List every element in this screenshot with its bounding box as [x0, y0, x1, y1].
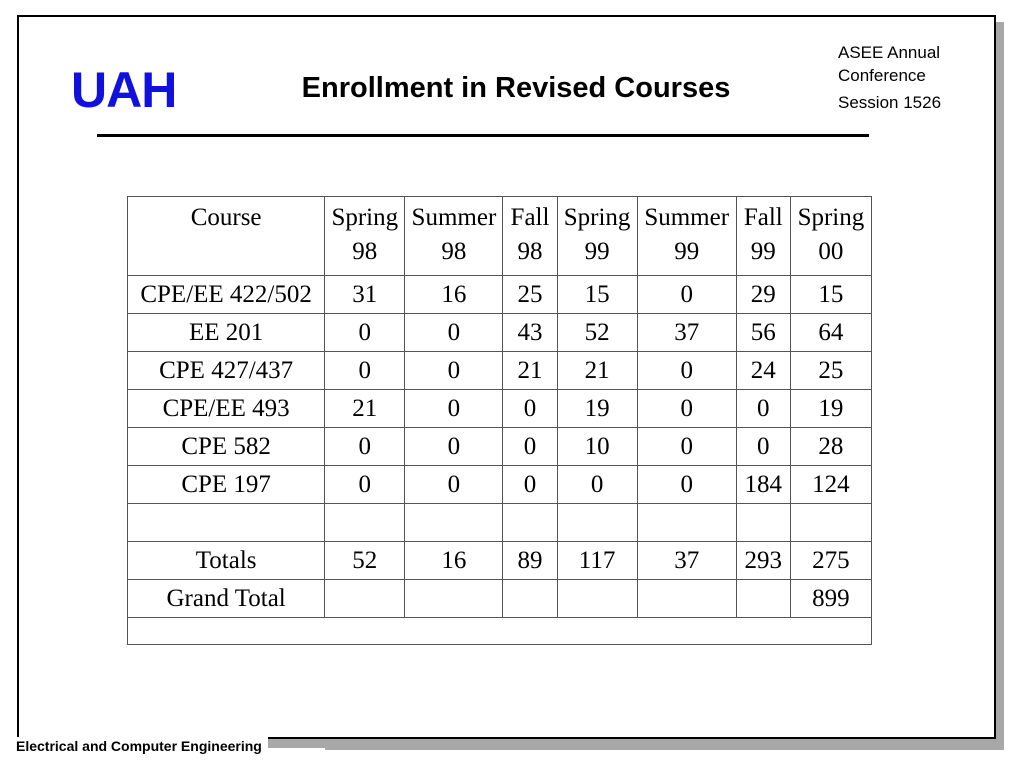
value-cell: 0: [405, 352, 503, 390]
value-cell: 56: [736, 314, 790, 352]
value-cell: 275: [790, 542, 871, 580]
value-cell: 0: [637, 390, 736, 428]
footer-bar: [325, 741, 1004, 750]
header-cell: [557, 197, 637, 276]
header-cell: [405, 197, 503, 276]
course-cell: CPE 427/437: [128, 352, 325, 390]
value-cell: 0: [503, 390, 557, 428]
value-cell: 899: [790, 580, 871, 618]
header-cell: [736, 197, 790, 276]
value-cell: 25: [503, 276, 557, 314]
value-cell: 21: [557, 352, 637, 390]
session-label: Session 1526: [838, 93, 942, 112]
value-cell: [557, 580, 637, 618]
value-cell: 37: [637, 542, 736, 580]
value-cell: 0: [503, 428, 557, 466]
course-cell: EE 201: [128, 314, 325, 352]
value-cell: 0: [736, 428, 790, 466]
value-cell: 0: [325, 466, 405, 504]
value-cell: [736, 504, 790, 542]
course-cell: CPE 197: [128, 466, 325, 504]
value-cell: 15: [557, 276, 637, 314]
header-line-1: Fall: [743, 204, 783, 231]
value-cell: 117: [557, 542, 637, 580]
value-cell: 25: [790, 352, 871, 390]
value-cell: 0: [405, 466, 503, 504]
title-divider: [97, 134, 869, 137]
value-cell: 0: [557, 466, 637, 504]
value-cell: 124: [790, 466, 871, 504]
value-cell: 0: [325, 352, 405, 390]
enrollment-table: [127, 196, 872, 645]
value-cell: 29: [736, 276, 790, 314]
table-trailing-cell: [128, 618, 872, 645]
value-cell: 0: [405, 390, 503, 428]
header-line-2: 99: [750, 238, 776, 265]
header-line-1: Course: [190, 204, 262, 231]
header-cell: [325, 197, 405, 276]
value-cell: 293: [736, 542, 790, 580]
table-row: [128, 466, 872, 504]
value-cell: 15: [790, 276, 871, 314]
header-line-2: 00: [818, 238, 844, 265]
header-line-2: 98: [517, 238, 543, 265]
course-cell: CPE/EE 493: [128, 390, 325, 428]
conference-line-2: Conference: [838, 66, 926, 85]
header-cell: [128, 197, 325, 276]
value-cell: 0: [637, 276, 736, 314]
value-cell: 0: [637, 352, 736, 390]
value-cell: 52: [557, 314, 637, 352]
value-cell: [325, 504, 405, 542]
value-cell: 28: [790, 428, 871, 466]
table-trailing-row: [128, 618, 872, 645]
header-line-2: 98: [352, 238, 378, 265]
table-row: [128, 428, 872, 466]
header-line-2: 98: [441, 238, 467, 265]
value-cell: 0: [503, 466, 557, 504]
table-header-row: [128, 197, 872, 276]
value-cell: 21: [503, 352, 557, 390]
value-cell: [637, 504, 736, 542]
value-cell: 0: [637, 428, 736, 466]
header-cell: [637, 197, 736, 276]
header-line-1: Summer: [411, 204, 497, 231]
conference-info: [838, 41, 941, 114]
course-cell: [128, 504, 325, 542]
value-cell: 19: [557, 390, 637, 428]
value-cell: 0: [405, 428, 503, 466]
course-cell: CPE 582: [128, 428, 325, 466]
table-row: [128, 352, 872, 390]
header-line-2: 99: [674, 238, 700, 265]
value-cell: 0: [325, 428, 405, 466]
header-line-2: 99: [584, 238, 610, 265]
value-cell: [503, 504, 557, 542]
header-cell: [790, 197, 871, 276]
table-row: [128, 542, 872, 580]
value-cell: 16: [405, 276, 503, 314]
value-cell: [557, 504, 637, 542]
value-cell: [790, 504, 871, 542]
table-body: [128, 276, 872, 645]
value-cell: [637, 580, 736, 618]
value-cell: [405, 580, 503, 618]
value-cell: 31: [325, 276, 405, 314]
table-row: [128, 390, 872, 428]
conference-line-1: ASEE Annual: [838, 43, 941, 62]
value-cell: [325, 580, 405, 618]
uah-logo: UAH: [71, 62, 177, 118]
value-cell: [736, 580, 790, 618]
value-cell: [503, 580, 557, 618]
header-line-1: Spring: [563, 204, 631, 231]
table-row: [128, 314, 872, 352]
value-cell: 64: [790, 314, 871, 352]
value-cell: 0: [637, 466, 736, 504]
table-row: [128, 276, 872, 314]
value-cell: 52: [325, 542, 405, 580]
course-cell: Grand Total: [128, 580, 325, 618]
course-cell: Totals: [128, 542, 325, 580]
value-cell: 19: [790, 390, 871, 428]
page-title: Enrollment in Revised Courses: [301, 72, 731, 104]
value-cell: 0: [405, 314, 503, 352]
header-line-1: Spring: [797, 204, 865, 231]
value-cell: 21: [325, 390, 405, 428]
value-cell: 0: [325, 314, 405, 352]
value-cell: 37: [637, 314, 736, 352]
value-cell: 24: [736, 352, 790, 390]
header-line-1: Summer: [644, 204, 730, 231]
header-line-1: Spring: [331, 204, 399, 231]
course-cell: CPE/EE 422/502: [128, 276, 325, 314]
footer-label: Electrical and Computer Engineering: [16, 737, 268, 755]
header-cell: [503, 197, 557, 276]
value-cell: 0: [736, 390, 790, 428]
table-row: [128, 580, 872, 618]
value-cell: [405, 504, 503, 542]
value-cell: 43: [503, 314, 557, 352]
header-line-1: Fall: [510, 204, 550, 231]
value-cell: 184: [736, 466, 790, 504]
value-cell: 10: [557, 428, 637, 466]
table-row: [128, 504, 872, 542]
value-cell: 16: [405, 542, 503, 580]
value-cell: 89: [503, 542, 557, 580]
